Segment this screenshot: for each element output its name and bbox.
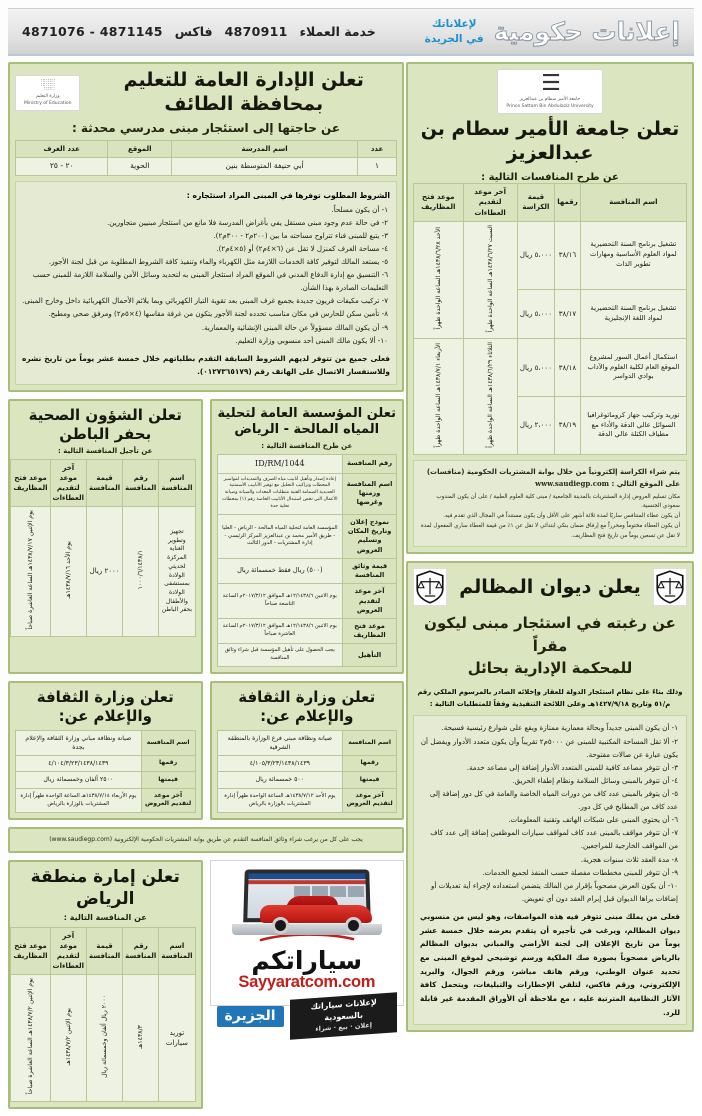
- kv-value: يوم الأحد ١٤٣٨/٧/١٢هـ الساعة الواحدة ظهراً إدارة المشتريات بالوزارة بالرياض: [217, 788, 343, 812]
- kv-value: ٥٠٠ خمسمائة ريال: [217, 772, 343, 788]
- university-header: [413, 69, 687, 183]
- row-banner-and-emirate: [8, 860, 404, 1115]
- list-item: ٨- مدة العقد ثلاث سنوات هجرية.: [580, 854, 678, 864]
- masthead-tagline-line1: لإعلاناتك: [431, 18, 477, 31]
- sayyaratcom-brand-ar: سياراتكم: [251, 946, 363, 976]
- list-item: ١٠- أن يكون العرض مصحوباً بإقرار من المالك يتضمن استعداده لإجراء أية تعديلات أو إضافات يراها الديوان قبل إبرام العقد دون أي تعويض.: [430, 880, 678, 903]
- emirate-tender-table: [10, 927, 195, 1102]
- masthead-tagline-line2: في الجريدة: [424, 32, 484, 45]
- kv-label: رقم المنافسة: [343, 454, 397, 473]
- th-price: قيمة المنافسة: [86, 927, 122, 975]
- row-health-and-water: [8, 399, 404, 681]
- screen-navbar: [248, 874, 365, 880]
- fax-label: فاكس: [174, 24, 213, 39]
- column-primary: [406, 62, 694, 1039]
- university-footer-text: [420, 466, 680, 541]
- list-item: ٢- في حالة عدم وجود مبنى مستقل يفي بأغراض المدرسة فلا مانع من استئجار مبنيين متجاورين.: [107, 217, 388, 227]
- list-item: ٩- أن يكون المالك مسؤولاً عن حالة المبنى الإنشائية والمعمارية.: [201, 322, 388, 332]
- ad-sayyaratcom-banner[interactable]: [210, 860, 405, 1034]
- cell-opening: يوم الإثنين ١٤٣٨/٧/٢هـ الساعة العاشرة صباحاً: [11, 975, 50, 1101]
- university-logo-caption-ar: جامعة الأمير سطام بن عبدالعزيز: [519, 97, 581, 102]
- list-item: ١- أن يكون مسلحاً.: [331, 204, 388, 214]
- grievances-subtitle-2: للمحكمة الإدارية بحائل: [467, 659, 633, 678]
- culture-jeddah-title: تعلن وزارة الثقافة والإعلام عن:: [36, 688, 174, 725]
- culture-eastern-table: [217, 730, 398, 814]
- table-header-row: [16, 140, 397, 157]
- health-subtitle: عن تأجيل المنافسة التالية :: [58, 446, 153, 455]
- customer-service-number: 4870911: [224, 24, 288, 39]
- culture-jeddah-table: [15, 730, 196, 814]
- table-row: [217, 730, 397, 756]
- th-number: رقم المنافسة: [123, 927, 159, 975]
- red-car-icon: [260, 895, 372, 931]
- moe-logo-caption-en: Ministry of Education: [24, 101, 72, 107]
- kv-label: آخر موعد لتقديم العروض: [343, 584, 397, 619]
- th-location: الموقع: [108, 140, 172, 157]
- saudiegp-url[interactable]: www.saudiegp.com: [535, 479, 610, 489]
- cell-deadline: الثلاثاء ١٤٣٨/٦/٢٩هـ الساعة الواحدة ظهراً: [463, 339, 517, 455]
- row-culture-ministry: [8, 681, 404, 827]
- health-tender-table: [10, 459, 195, 637]
- grievances-header: [413, 568, 687, 606]
- th-opening: موعد فتح المظاريف: [11, 459, 50, 507]
- culture-eastern-title: تعلن وزارة الثقافة والإعلام عن:: [238, 688, 376, 725]
- saudiegp-note-strip: [8, 827, 404, 853]
- table-row: [217, 788, 397, 812]
- car-wheel: [345, 917, 362, 934]
- th-deadline: آخر موعد لتقديم العطاءات: [50, 927, 86, 975]
- kv-value: يوم الأربعاء ١٤٣٨/٧/١٤هـ الساعة الواحدة ظهراً إدارة المشتريات بالوزارة بالرياض: [16, 788, 142, 812]
- grievances-preamble: وذلك بناءً على نظام استئجار الدولة للعقار وإخلائه الصادر بالمرسوم الملكي رقم م/٥١ وتاريخ ١٤٢٧/٩/١٨هـ وعلى اللائحة التنفيذية وفقاً للمتطلبات التالية :: [417, 687, 683, 709]
- kv-label: التأهيل: [343, 644, 397, 667]
- kv-label: قيمتها: [141, 772, 195, 788]
- masthead-tagline: [425, 17, 484, 45]
- ad-saline-water-corporation: [210, 399, 405, 674]
- column-secondary: [8, 62, 404, 1116]
- kv-value: صيانة ونظافة مبنى فرع الوزارة بالمنطقة الشرقية: [217, 730, 343, 756]
- list-item: ٢- ألا تقل المساحة المكتبية للمبنى عن ٥٠٠٠م٢ تقريباً وأن يكون متعدد الأدوار ويفضل أن يكون عبارة عن صالات مفتوحة.: [420, 736, 678, 759]
- water-subtitle: عن طرح المنافسة التالية :: [261, 441, 353, 450]
- kv-label: اسم المنافسة: [343, 730, 397, 756]
- list-item: ٣- أن تتوفر مصاعد كافية للمبنى المتعدد الأدوار إضافة إلى مصاعد خدمة.: [466, 762, 678, 772]
- education-conditions-box: [15, 181, 397, 386]
- list-item: ٩- أن تتوفر للمبنى مخططات مفصلة حسب المنفذ لجميع الخدمات.: [482, 867, 678, 877]
- cell-name: توريد سيارات: [159, 975, 195, 1101]
- grievances-title: يعلن ديوان المظالم: [459, 575, 641, 598]
- kv-value: يجب الحصول على تأهيل المؤسسة قبل شراء وثائق المنافسة: [217, 644, 343, 667]
- masthead-branding: [425, 17, 680, 46]
- cell-name: استكمال أعمال السور لمشروع الموقع العام لكلية العلوم والآداب بوادي الدواسر: [580, 339, 686, 397]
- cell-rooms: ٢٠ - ٢٥: [16, 157, 108, 175]
- cell-price: ٢٠٠٠ ريال: [86, 507, 122, 637]
- table-header-row: [11, 459, 195, 507]
- list-item: ١٠- ألا يكون مالك المبنى أحد منسوبي وزارة التعليم.: [235, 335, 388, 345]
- table-header-row: [414, 184, 687, 221]
- list-item: ٣- يتبع للمبنى فناء تتراوح مساحته ما بين (٢٠٠م٢ - ٣٠٠م٢).: [213, 230, 388, 240]
- th-school-name: اسم المدرسة: [172, 140, 358, 157]
- kv-value: ID/RM/1044: [217, 454, 343, 473]
- cell-price: ٥،٠٠٠ ريال: [517, 289, 555, 339]
- university-logo-caption-en: Prince Sattam Bin Abdulaziz University: [506, 104, 594, 110]
- cell-price: ٢،٠٠٠ ريال: [517, 397, 555, 455]
- table-row: [16, 772, 196, 788]
- th-opening: موعد فتح المظاريف: [11, 927, 50, 975]
- table-row: [217, 619, 397, 644]
- kv-label: آخر موعد لتقديم العروض: [141, 788, 195, 812]
- fax-numbers: 4871145 - 4871076: [22, 24, 163, 39]
- table-row: [16, 730, 196, 756]
- th-price: قيمة المنافسة: [86, 459, 122, 507]
- th-rooms: عدد الغرف: [16, 140, 108, 157]
- banner-wrapper: [210, 860, 405, 1115]
- emirate-wrapper: [8, 860, 203, 1115]
- th-count: عدد: [358, 140, 397, 157]
- saudiegp-note: يجب على كل من يرغب شراء وثائق المنافسة التقدم عن طريق بوابة المشتريات الحكومية الإلكترونية (www.saudiegp.com): [49, 836, 363, 844]
- table-row: [16, 157, 397, 175]
- water-details-table: [217, 454, 398, 667]
- cell-opening: يوم الإثنين ١٤٣٨/٧/١٧هـ الساعة العاشرة صباحاً: [11, 507, 50, 637]
- ad-taif-education: [8, 62, 404, 392]
- cell-number: ٣٨/١٧: [555, 289, 581, 339]
- education-subtitle: عن حاجتها إلى استئجار مبنى مدرسي محدثة :: [71, 120, 341, 135]
- kv-value: المؤسسة العامة لتحلية المياه المالحة - الرياض - العليا - طريق الأمير محمد بن عبدالعزيز المركز الرئيسي - إدارة المشتريات - الدور الثالث: [217, 515, 343, 559]
- cell-school-name: أبي حنيفة المتوسطة بنين: [172, 157, 358, 175]
- cell-number: ١٤٣٨/٣هـ: [123, 975, 159, 1101]
- th-name: اسم المنافسة: [159, 459, 195, 507]
- th-deadline: آخر موعد لتقديم العطاءات: [50, 459, 86, 507]
- kv-label: اسم المنافسة: [141, 730, 195, 756]
- grievances-conditions-box: [413, 715, 687, 1025]
- cell-number: ١٠٠٠/٦/١٤٣٨/١: [123, 507, 159, 637]
- ad-riyadh-emirate: [8, 860, 203, 1108]
- university-logo: [497, 69, 602, 114]
- kv-label: نموذج إعلان وتاريخ المكان وتسليم العروض: [343, 515, 397, 559]
- list-item: ٤- أن تتوفر بالمبنى وسائل السلامة ونظام إطفاء الحريق.: [512, 775, 678, 785]
- ad-culture-eastern-province: [210, 681, 405, 820]
- kv-value: (٥٠٠) ريال فقط خمسمائة ريال: [217, 558, 343, 583]
- kv-value: إعادة إصدار وتأهيل أنابيب مياه الصرف والتمديدات لمواسير المحطات وتراكيب التحليل مع توفير الأنابيب الأسمنتية الحديدية الصمامة الفنية متطلبات المعدات والصيانة وصيانة الأعمال التي تخص استبدال الأنابيب الخاصة رقم (١) بمحطات تحلية جدة: [217, 473, 343, 514]
- kv-label: رقمها: [141, 756, 195, 772]
- scales-of-justice-icon: [653, 568, 687, 606]
- cell-number: ٣٨/١٨: [555, 339, 581, 397]
- ministry-of-education-logo: [15, 75, 80, 111]
- car-wheel: [272, 917, 289, 934]
- th-number: رقم المنافسة: [123, 459, 159, 507]
- ad-prince-sattam-university: [406, 62, 694, 554]
- dots-icon: ∷∷∷∷ ∷∷∷∷ ∷∷∷: [40, 77, 55, 93]
- university-note: مكان تسليم العروض إدارة المشتريات بالمدينة الجامعية / مبنى كلية العلوم الطبية / على أن يكون المندوب سعودي الجنسية.: [436, 493, 680, 510]
- table-header-row: [11, 927, 195, 975]
- cell-location: الحوية: [108, 157, 172, 175]
- table-row: [217, 584, 397, 619]
- table-row: [217, 515, 397, 559]
- cell-count: ١: [358, 157, 397, 175]
- university-subtitle: عن طرح المنافسات التالية :: [481, 172, 619, 184]
- th-name: اسم المنافسة: [159, 927, 195, 975]
- table-row: [217, 454, 397, 473]
- kv-value: ٤/١٠٥/٣/٢٣/١٤٣٨/١٤٣٩: [217, 756, 343, 772]
- kv-label: آخر موعد لتقديم العروض: [343, 788, 397, 812]
- kv-value: يوم الاثنين ١٢/١٤٣٨/٦هـ الموافق ٢٠١٧/٣/١٢م الساعة العاشرة صباحاً: [217, 619, 343, 644]
- education-closing: فعلى جميع من تتوفر لديهم الشروط السابقة التقدم بطلباتهم خلال خمسة عشر يوماً من تاريخ نشره وللاستفسار الاتصال على الهاتف رقم (٠١٢٧٣٦٥١٧٩).: [22, 353, 390, 377]
- list-item: ٧- أن تتوفر مواقف بالمبنى عدد كاف لمواقف سيارات الموظفين إضافة إلى عدد كاف من المواقف الخارجية للمراجعين.: [430, 828, 678, 851]
- cell-opening: الأحد ١٤٣٨/٦/٢٨هـ الساعة الواحدة ظهراً: [414, 221, 464, 338]
- cell-name: تجهيز وتطوير العناية المركزة لحديثي الولادة بمستشفى الولادة والأطفال بحفر الباطن: [159, 507, 195, 637]
- table-row: [217, 473, 397, 514]
- cell-deadline: يوم الأحد ١٤٣٨/٧/١٦هـ: [50, 507, 86, 637]
- masthead: [8, 8, 694, 56]
- kv-label: اسم المنافسة وزمنها وغرضها: [343, 473, 397, 514]
- banner-ribbon: [290, 993, 397, 1040]
- banner-footer: [217, 996, 398, 1036]
- education-conditions-title: الشروط المطلوب توفرها في المبنى المراد استئجاره :: [186, 190, 390, 200]
- kv-value: ٢٥٠٠ ألفان وخمسمائة ريال: [16, 772, 142, 788]
- th-opening: موعد فتح المظاريف: [414, 184, 464, 221]
- th-number: رقمها: [555, 184, 581, 221]
- health-title: تعلن الشؤون الصحية بحفر الباطن: [28, 406, 182, 443]
- book-icon: ☰: [541, 71, 559, 96]
- th-price: قيمة الكراسة: [517, 184, 555, 221]
- table-row: [217, 558, 397, 583]
- grievances-conditions-list: [420, 721, 680, 905]
- kv-value: يوم الاثنين ١٢/١٤٣٨/٦هـ الموافق ٢٠١٧/٣/١٢م الساعة التاسعة صباحاً: [217, 584, 343, 619]
- kv-label: موعد فتح المظاريف: [343, 619, 397, 644]
- table-row: [217, 644, 397, 667]
- page-title: إعلانات حكومية: [493, 17, 680, 46]
- list-item: ٥- يستعد المالك لتوفير كافة الخدمات اللازمة مثل الكهرباء والماء وتنفيذ كافة الشروط المطلوبة من قبل لجنة الأجور.: [48, 256, 388, 266]
- laptop-illustration: [232, 869, 382, 935]
- ribbon-line-2: إعلان · بيع · شراء: [314, 1021, 372, 1034]
- table-row: [16, 788, 196, 812]
- sayyaratcom-brand-en[interactable]: Sayyaratcom.com: [238, 973, 376, 992]
- kv-label: رقمها: [343, 756, 397, 772]
- ad-culture-jeddah: [8, 681, 203, 820]
- customer-service-label: خدمة العملاء: [299, 24, 376, 39]
- table-row: [16, 756, 196, 772]
- ad-board-of-grievances: [406, 561, 694, 1032]
- table-row: [217, 756, 397, 772]
- moe-logo-caption-ar: وزارة التعليم: [35, 93, 60, 99]
- cell-name: توريد وتركيب جهاز كروماتوغرافيا السوائل عالي الدقة والأداء مع مطياف الكتلة عالي الدقة: [580, 397, 686, 455]
- kv-value: ٤/١٠٤/٣/٢٣/١٤٣٨/١٤٣٩: [16, 756, 142, 772]
- list-item: ٦- أن يحتوي المبنى على شبكات الهاتف وتقنية المعلومات.: [508, 815, 678, 825]
- ad-hafr-albatin-health: [8, 399, 203, 674]
- table-row: [11, 507, 195, 637]
- emirate-title: تعلن إمارة منطقة الرياض: [30, 867, 180, 909]
- water-title: تعلن المؤسسة العامة لتحلية المياه المالحة - الرياض: [217, 406, 396, 438]
- university-footer: [413, 460, 687, 547]
- list-item: ١- أن يكون المبنى جديداً وبحالة معمارية ممتازة ويقع على شوارع رئيسية فسيحة.: [441, 723, 678, 733]
- scales-of-justice-icon: [413, 568, 447, 606]
- list-item: ٤- مساحة الغرف كمنزل لا تقل عن (٦×٤م٢) أو (٥×٤م٢).: [216, 243, 388, 253]
- cell-deadline: يوم الإثنين ١٤٣٨/٧/٢هـ: [50, 975, 86, 1101]
- university-footer-lead-text: يتم شراء الكراسة إلكترونياً من خلال بوابة المشتريات الحكومية (منافسات) على الموقع التالي :: [426, 468, 680, 489]
- list-item: ٧- تركيب مكيفات فريون جديدة بجميع غرف المبنى بعد تقوية التيار الكهربائي وبما يلائم الأحمال الكهربائية داخل وخارج المبنى.: [22, 296, 388, 306]
- list-item: ٦- التنسيق مع إدارة الدفاع المدني في الموقع المراد استئجار المبنى به لتحديد وسائل الأمن والسلامة اللازمة للمبنى حسب التعليمات الصادرة بهذا الشأن.: [32, 270, 388, 293]
- university-note: أن يكون العطاء مختوماً ومحرراً مع إرفاق ضمان بنكي ابتدائي لا تقل عن ١٪ من قيمة العطاء ساري المفعول لمدة لا تقل عن تسعين يوماً من تاريخ فتح المظاريف.: [420, 522, 680, 539]
- table-row: [217, 772, 397, 788]
- education-schools-table: [15, 140, 397, 176]
- cell-price: ٢٠٠٠ ريال ألفان وخمسمائة ريال: [86, 975, 122, 1101]
- education-title: تعلن الإدارة العامة للتعليم بمحافظة الطائف: [123, 69, 364, 115]
- ribbon-line-1: لإعلانات سياراتك بالسعودية: [310, 998, 377, 1023]
- university-footer-lead: [420, 466, 680, 491]
- table-row: [11, 975, 195, 1101]
- kv-label: قيمتها: [343, 772, 397, 788]
- cell-opening: الأربعاء ١٤٣٨/٧/١هـ الساعة الواحدة ظهراً: [414, 339, 464, 455]
- aljazirah-logo: الجزيرة: [217, 1006, 284, 1027]
- kv-label: قيمة وثائق المنافسة: [343, 558, 397, 583]
- table-row: [414, 339, 687, 397]
- education-conditions-list: [22, 203, 390, 347]
- university-note: أن يكون عطاء المتنافس ساريًا لمدة ثلاثة أشهر على الأقل وأن يكون مستنداً في المجال الذي تقدم فيه.: [443, 513, 680, 520]
- table-row: [414, 221, 687, 289]
- kv-value: صيانة ونظافة مباني وزارة الثقافة والإعلام بجدة: [16, 730, 142, 756]
- cell-name: تشغيل برنامج السنة التحضيرية لمواد العلوم الأساسية ومهارات تطوير الذات: [580, 221, 686, 289]
- grievances-subtitle-1: عن رغبته في استئجار مبنى ليكون مقراً: [424, 614, 676, 655]
- cell-number: ٣٨/١٦: [555, 221, 581, 289]
- th-name: اسم المنافسة: [580, 184, 686, 221]
- university-tenders-table: [413, 183, 687, 455]
- list-item: ٨- تأمين سكن للحارس في مكان مناسب تحدده لجنة الأجور يتكون من غرفة مقاسها (٤×٥م٢) ومرفق صحي ومطبخ.: [48, 309, 388, 319]
- education-header: [15, 69, 397, 117]
- grievances-closing: فعلى من يملك مبنى تتوفر فيه هذه المواصفات، وهو ليس من منسوبي ديوان المظالم، ويرغب في تأجيره أن يتقدم بعرضه خلال خمسة عشر يوماً من تاريخ الإعلان إلى لجنة الأراضي والمباني بديوان المظالم بالرياض مصحوباً بصورة صك الملكية ورسم توضيحي لموقع المبنى مع تحديد عنوان الوطني، ورقم هاتف مباشر، ورقم الجوال، والبريد الإلكتروني، ورقم فاكس، لتلقي الإخطارات والتبليغات، ويتحمل كافة الآثار النظامية المترتبة عليه ، مع ملاحظة أن الأوراق المقدمة غير قابلة للرد.: [420, 911, 680, 1017]
- masthead-contact: [22, 24, 376, 39]
- list-item: ٥- أن يتوفر بالمبنى عدد كاف من دورات المياه الخاصة والعامة في كل دور إضافة إلى عدد كاف من المطابخ في كل دور.: [429, 788, 678, 812]
- cell-number: ٣٨/١٩: [555, 397, 581, 455]
- cell-price: ٥،٠٠٠ ريال: [517, 339, 555, 397]
- university-title: تعلن جامعة الأمير سطام بن عبدالعزيز: [420, 117, 680, 164]
- cell-price: ٥،٠٠٠ ريال: [517, 221, 555, 289]
- cell-name: تشغيل برنامج السنة التحضيرية لمواد اللغة الإنجليزية: [580, 289, 686, 339]
- emirate-subtitle: عن المنافسة التالية :: [63, 912, 147, 922]
- cell-deadline: السبت ١٤٣٨/٦/٢٧هـ الساعة الواحدة ظهراً: [463, 221, 517, 338]
- th-deadline: آخر موعد لتقديم العطاءات: [463, 184, 517, 221]
